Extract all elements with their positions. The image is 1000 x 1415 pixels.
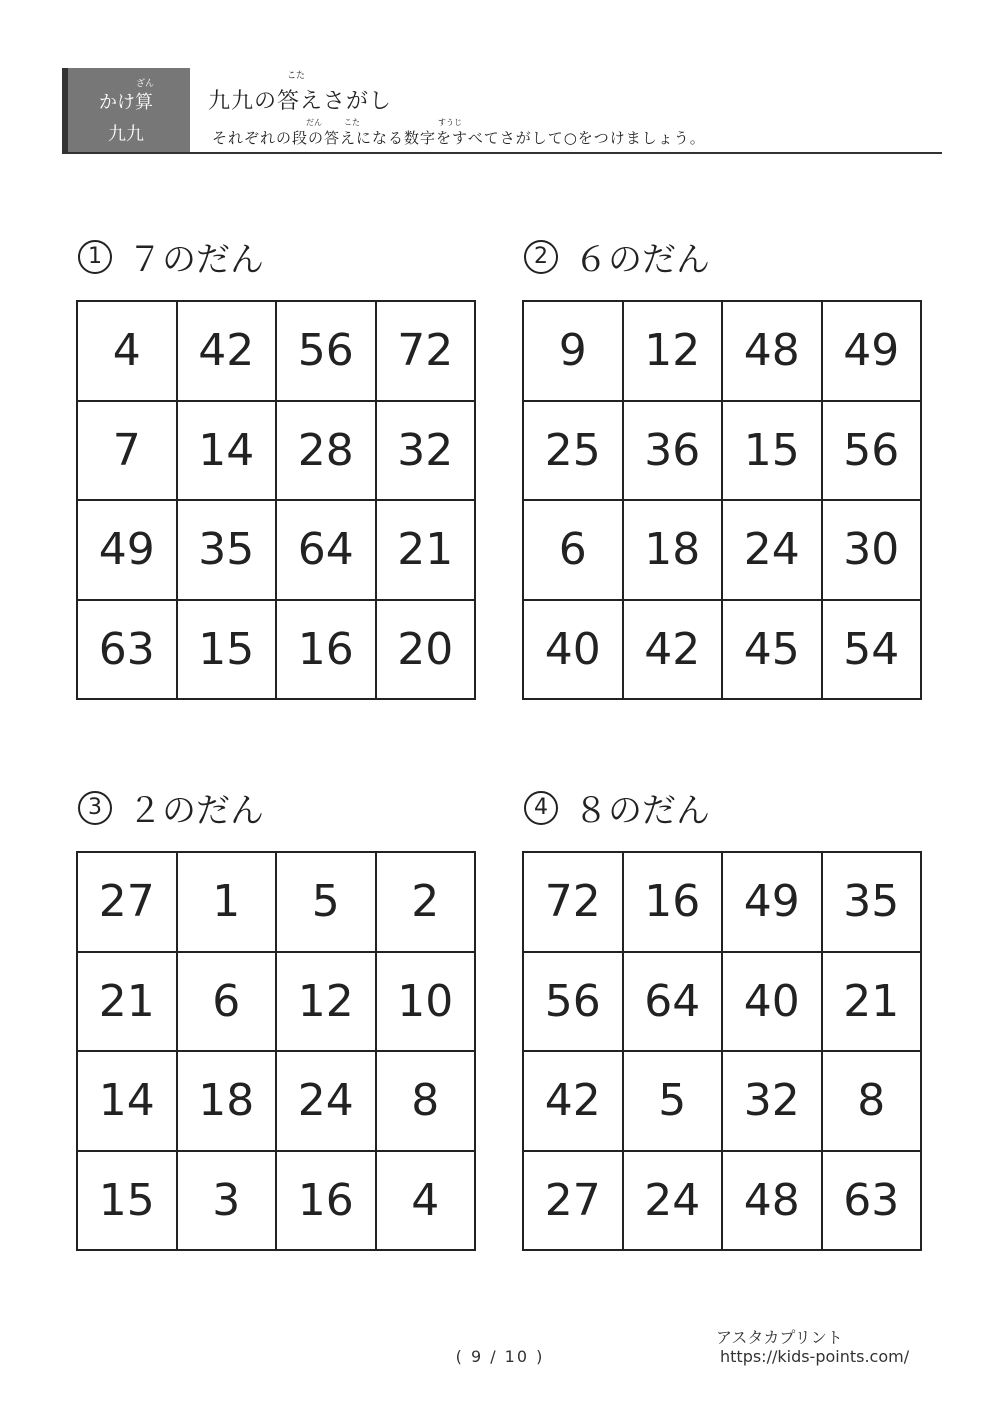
grid-cell[interactable]: 20: [376, 600, 476, 700]
grid-cell[interactable]: 49: [722, 852, 822, 952]
instruction-ruby-dan: だん: [306, 118, 322, 127]
grid-cell[interactable]: 6: [523, 500, 623, 600]
page-title: 九九の答えさがし: [208, 89, 393, 114]
section-label: ６のだん: [574, 240, 710, 280]
title-ruby: こた: [287, 71, 306, 81]
tag-ruby: ざん: [135, 79, 154, 89]
grid-cell[interactable]: 64: [276, 500, 376, 600]
header-divider: [62, 152, 942, 154]
grid-cell[interactable]: 56: [276, 301, 376, 401]
grid-cell[interactable]: 16: [276, 600, 376, 700]
number-grid-2: [522, 300, 922, 700]
grid-cell[interactable]: 32: [722, 1051, 822, 1151]
grid-cell[interactable]: 63: [77, 600, 177, 700]
grid-cell[interactable]: 42: [623, 600, 723, 700]
number-grid-1: [76, 300, 476, 700]
grid-cell[interactable]: 54: [822, 600, 922, 700]
grid-cell[interactable]: 21: [376, 500, 476, 600]
grid-cell[interactable]: 18: [177, 1051, 277, 1151]
grid-cell[interactable]: 32: [376, 401, 476, 501]
grid-cell[interactable]: 48: [722, 301, 822, 401]
grid-cell[interactable]: 4: [376, 1151, 476, 1251]
section-title-1: [78, 232, 264, 281]
grid-cell[interactable]: 63: [822, 1151, 922, 1251]
grid-cell[interactable]: 21: [822, 952, 922, 1052]
grid-cell[interactable]: 72: [376, 301, 476, 401]
grid-cell[interactable]: 35: [177, 500, 277, 600]
grid-cell[interactable]: 9: [523, 301, 623, 401]
grid-cell[interactable]: 48: [722, 1151, 822, 1251]
number-grid-3: [76, 851, 476, 1251]
grid-cell[interactable]: 49: [77, 500, 177, 600]
brand-name: アスタカプリント: [716, 1328, 843, 1347]
grid-cell[interactable]: 28: [276, 401, 376, 501]
grid-cell[interactable]: 12: [623, 301, 723, 401]
grid-cell[interactable]: 24: [276, 1051, 376, 1151]
grid-cell[interactable]: 30: [822, 500, 922, 600]
grid-cell[interactable]: 24: [623, 1151, 723, 1251]
grid-cell[interactable]: 16: [623, 852, 723, 952]
grid-cell[interactable]: 4: [77, 301, 177, 401]
grid-cell[interactable]: 42: [177, 301, 277, 401]
circled-number: 3: [78, 791, 112, 825]
page-number: ( 9 / 10 ): [455, 1347, 545, 1366]
grid-cell[interactable]: 72: [523, 852, 623, 952]
grid-cell[interactable]: 40: [722, 952, 822, 1052]
grid-cell[interactable]: 42: [523, 1051, 623, 1151]
grid-cell[interactable]: 8: [822, 1051, 922, 1151]
section-label: ８のだん: [574, 791, 710, 831]
circled-number: 2: [524, 240, 558, 274]
section-title-2: [524, 232, 710, 281]
grid-cell[interactable]: 25: [523, 401, 623, 501]
grid-cell[interactable]: 12: [276, 952, 376, 1052]
grid-cell[interactable]: 49: [822, 301, 922, 401]
tag-category: かけ算: [99, 92, 153, 113]
grid-cell[interactable]: 36: [623, 401, 723, 501]
instruction-ruby-kota: こた: [344, 118, 360, 127]
tag-subcategory: 九九: [108, 124, 144, 145]
grid-cell[interactable]: 40: [523, 600, 623, 700]
grid-cell[interactable]: 8: [376, 1051, 476, 1151]
grid-cell[interactable]: 15: [77, 1151, 177, 1251]
section-title-4: [524, 783, 710, 832]
number-grid-4: [522, 851, 922, 1251]
grid-cell[interactable]: 5: [276, 852, 376, 952]
grid-cell[interactable]: 56: [523, 952, 623, 1052]
grid-cell[interactable]: 7: [77, 401, 177, 501]
section-title-3: [78, 783, 264, 832]
grid-cell[interactable]: 18: [623, 500, 723, 600]
grid-cell[interactable]: 27: [523, 1151, 623, 1251]
grid-cell[interactable]: 45: [722, 600, 822, 700]
grid-cell[interactable]: 15: [722, 401, 822, 501]
circled-number: 4: [524, 791, 558, 825]
grid-cell[interactable]: 16: [276, 1151, 376, 1251]
site-url: https://kids-points.com/: [720, 1347, 910, 1366]
instruction-ruby-suuji: すうじ: [438, 118, 462, 127]
grid-cell[interactable]: 5: [623, 1051, 723, 1151]
grid-cell[interactable]: 6: [177, 952, 277, 1052]
grid-cell[interactable]: 1: [177, 852, 277, 952]
grid-cell[interactable]: 10: [376, 952, 476, 1052]
grid-cell[interactable]: 64: [623, 952, 723, 1052]
grid-cell[interactable]: 56: [822, 401, 922, 501]
grid-cell[interactable]: 14: [177, 401, 277, 501]
grid-cell[interactable]: 35: [822, 852, 922, 952]
grid-cell[interactable]: 21: [77, 952, 177, 1052]
grid-cell[interactable]: 27: [77, 852, 177, 952]
section-label: ２のだん: [128, 791, 264, 831]
grid-cell[interactable]: 14: [77, 1051, 177, 1151]
instruction-text: それぞれの段の答えになる数字をすべてさがして○をつけましょう。: [212, 129, 706, 147]
grid-cell[interactable]: 3: [177, 1151, 277, 1251]
header-tag: [62, 68, 190, 154]
circled-number: 1: [78, 240, 112, 274]
section-label: ７のだん: [128, 240, 264, 280]
grid-cell[interactable]: 15: [177, 600, 277, 700]
grid-cell[interactable]: 2: [376, 852, 476, 952]
grid-cell[interactable]: 24: [722, 500, 822, 600]
